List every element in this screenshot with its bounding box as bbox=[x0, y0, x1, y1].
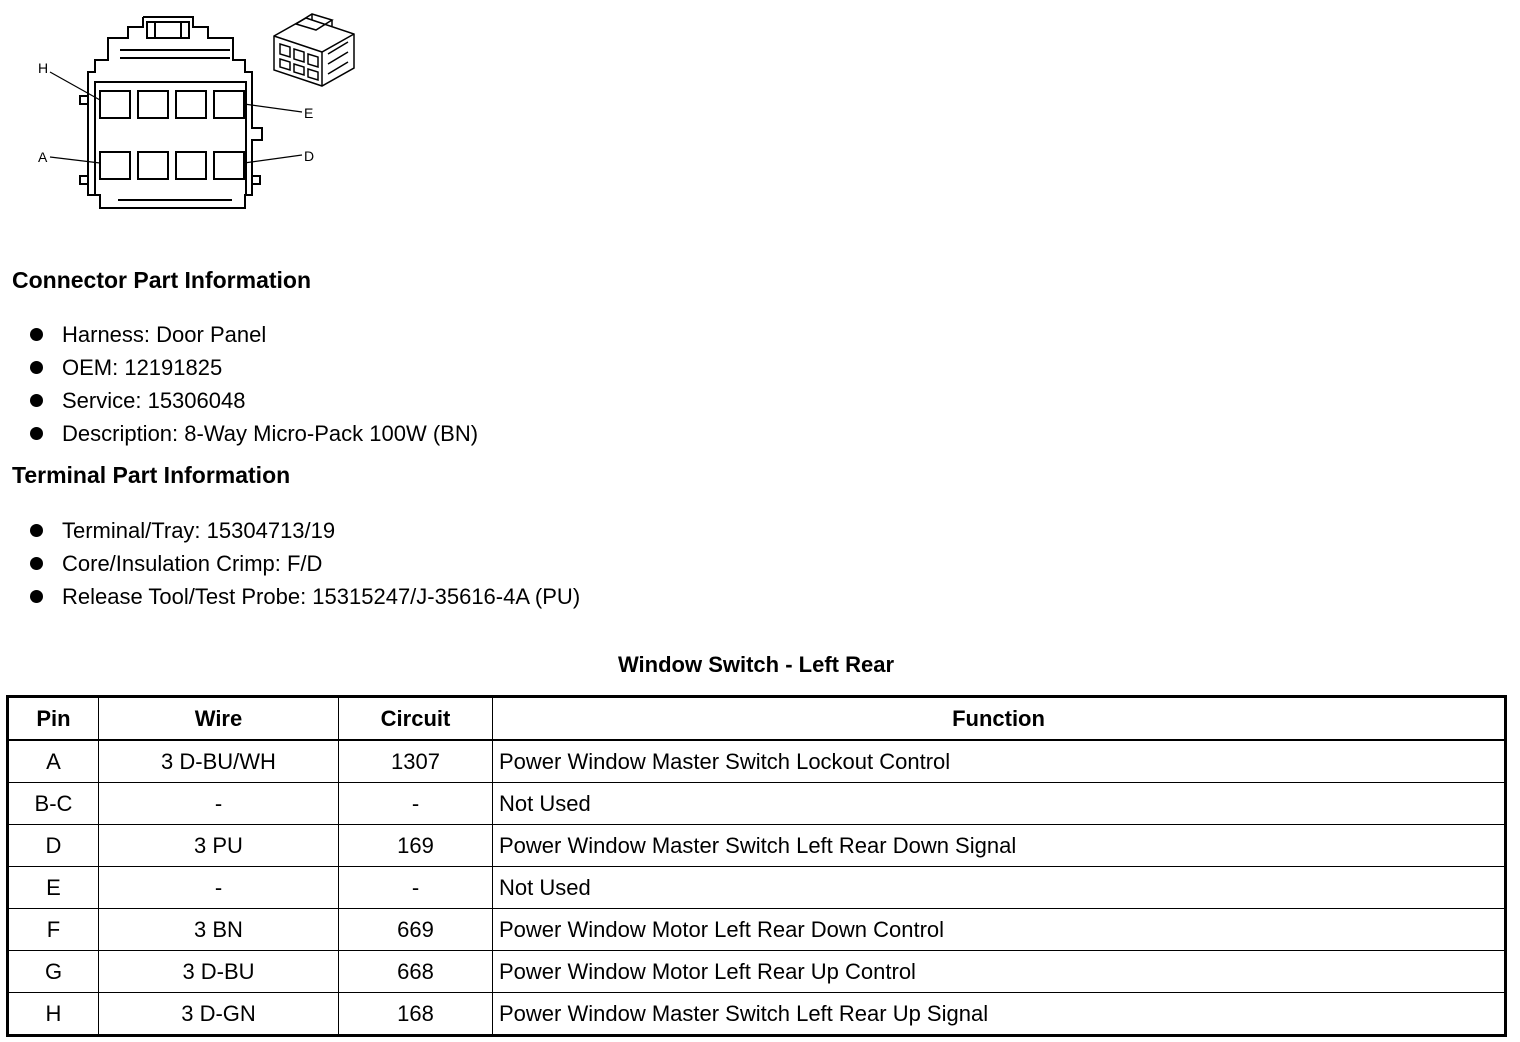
circuit-cell: 1307 bbox=[339, 740, 493, 783]
list-item: OEM: 12191825 bbox=[0, 351, 478, 384]
table-row bbox=[8, 783, 1506, 825]
function-cell: Not Used bbox=[493, 867, 1506, 909]
table-row bbox=[8, 909, 1506, 951]
connector-isometric-icon bbox=[266, 6, 360, 88]
pin-label-e: E bbox=[304, 105, 314, 121]
table-row bbox=[8, 740, 1506, 783]
pin-cell: H bbox=[8, 993, 99, 1036]
bullet-icon bbox=[30, 328, 43, 341]
pin-table bbox=[6, 695, 1507, 1037]
connector-part-information-heading: Connector Part Information bbox=[12, 267, 312, 293]
wire-cell: - bbox=[99, 783, 339, 825]
list-item: Service: 15306048 bbox=[0, 384, 478, 417]
pin-label-a: A bbox=[38, 149, 48, 165]
table-row bbox=[8, 825, 1506, 867]
wire-cell: 3 D-GN bbox=[99, 993, 339, 1036]
bullet-icon bbox=[30, 590, 43, 603]
list-item: Core/Insulation Crimp: F/D bbox=[0, 547, 580, 580]
leader-line-a bbox=[50, 157, 100, 163]
function-cell: Power Window Master Switch Left Rear Down Signal bbox=[493, 825, 1506, 867]
cavity-h bbox=[100, 91, 130, 118]
connector-outline-top-right bbox=[143, 17, 252, 90]
cavity-d bbox=[214, 152, 244, 179]
column-header-circuit: Circuit bbox=[339, 697, 493, 741]
cavity-f bbox=[176, 91, 206, 118]
function-cell: Power Window Motor Left Rear Up Control bbox=[493, 951, 1506, 993]
bullet-icon bbox=[30, 427, 43, 440]
wire-cell: 3 PU bbox=[99, 825, 339, 867]
cavity-b bbox=[138, 152, 168, 179]
table-row bbox=[8, 951, 1506, 993]
circuit-cell: - bbox=[339, 783, 493, 825]
leader-line-h bbox=[50, 72, 100, 100]
connector-outline-top-left bbox=[88, 17, 143, 90]
wire-cell: 3 D-BU bbox=[99, 951, 339, 993]
list-item: Description: 8-Way Micro-Pack 100W (BN) bbox=[0, 417, 478, 450]
bullet-icon bbox=[30, 394, 43, 407]
terminal-part-information-heading: Terminal Part Information bbox=[12, 462, 291, 488]
list-item: Harness: Door Panel bbox=[0, 318, 478, 351]
circuit-cell: 168 bbox=[339, 993, 493, 1036]
circuit-cell: 669 bbox=[339, 909, 493, 951]
pin-label-h: H bbox=[38, 60, 49, 76]
pin-cell: F bbox=[8, 909, 99, 951]
pin-label-d: D bbox=[304, 148, 315, 164]
latch-window bbox=[147, 22, 189, 38]
function-cell: Power Window Motor Left Rear Down Control bbox=[493, 909, 1506, 951]
table-row bbox=[8, 993, 1506, 1036]
bullet-icon bbox=[30, 557, 43, 570]
circuit-cell: - bbox=[339, 867, 493, 909]
pin-cell: A bbox=[8, 740, 99, 783]
table-title: Window Switch - Left Rear bbox=[617, 652, 895, 677]
table-row bbox=[8, 867, 1506, 909]
pin-cell: D bbox=[8, 825, 99, 867]
column-header-function: Function bbox=[493, 697, 1506, 741]
function-cell: Power Window Master Switch Lockout Control bbox=[493, 740, 1506, 783]
pin-cell: G bbox=[8, 951, 99, 993]
cavity-g bbox=[138, 91, 168, 118]
pin-cell: B-C bbox=[8, 783, 99, 825]
wire-cell: 3 D-BU/WH bbox=[99, 740, 339, 783]
connector-part-information-list bbox=[0, 318, 478, 450]
wire-cell: - bbox=[99, 867, 339, 909]
bullet-icon bbox=[30, 524, 43, 537]
table-header-row bbox=[8, 697, 1506, 741]
list-item: Release Tool/Test Probe: 15315247/J-35616-4A (PU) bbox=[0, 580, 580, 613]
function-cell: Power Window Master Switch Left Rear Up Signal bbox=[493, 993, 1506, 1036]
terminal-part-information-list bbox=[0, 514, 580, 613]
column-header-pin: Pin bbox=[8, 697, 99, 741]
circuit-cell: 668 bbox=[339, 951, 493, 993]
bullet-icon bbox=[30, 361, 43, 374]
cavity-e bbox=[214, 91, 244, 118]
circuit-cell: 169 bbox=[339, 825, 493, 867]
cavity-c bbox=[176, 152, 206, 179]
pin-cell: E bbox=[8, 867, 99, 909]
function-cell: Not Used bbox=[493, 783, 1506, 825]
cavity-a bbox=[100, 152, 130, 179]
list-item: Terminal/Tray: 15304713/19 bbox=[0, 514, 580, 547]
column-header-wire: Wire bbox=[99, 697, 339, 741]
wire-cell: 3 BN bbox=[99, 909, 339, 951]
